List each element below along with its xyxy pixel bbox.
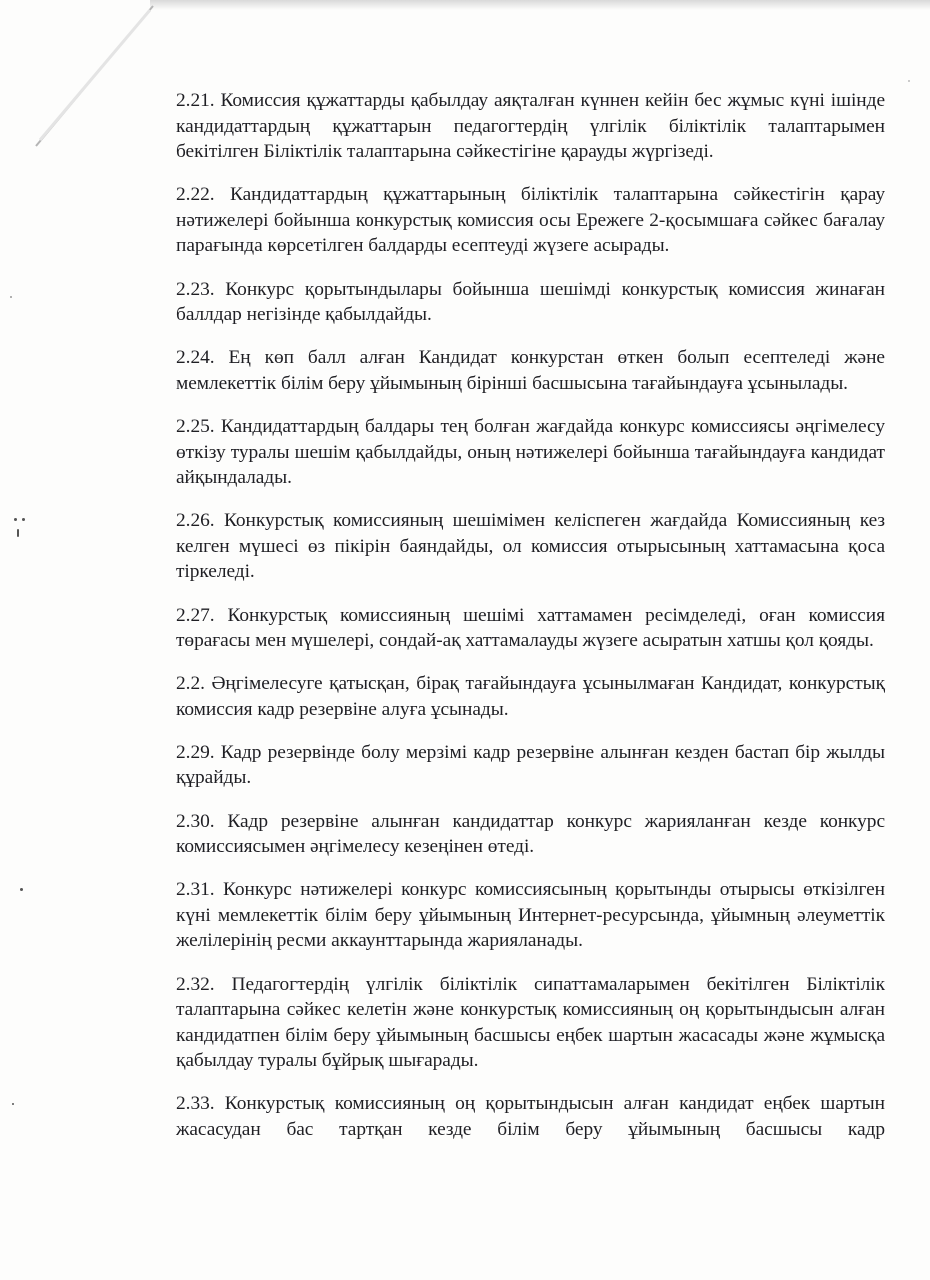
paragraph-2-27: 2.27. Конкурстық комиссияның шешімі хаттамамен ресімделеді, оған комиссия төрағасы мен мүшелері, сондай-ақ хаттамалауды жүзеге асыратын хатшы қол қояды.: [176, 604, 885, 652]
scan-speck: [17, 529, 19, 537]
scan-speck: [20, 888, 23, 891]
scan-speck: [12, 1103, 14, 1105]
paragraph-2-26: 2.26. Конкурстық комиссияның шешімімен келіспеген жағдайда Комиссияның кез келген мүшесі өз пікірін баяндайды, ол комиссия отырысының хаттамасына қоса тіркеледі.: [176, 510, 885, 583]
page-fold-mark: [0, 0, 200, 160]
paragraph-2-28: 2.2. Әңгімелесуге қатысқан, бірақ тағайындауға ұсынылмаған Кандидат, конкурстық комиссия кадр резервіне алуға ұсынады.: [176, 673, 885, 720]
paragraph-2-30: 2.30. Кадр резервіне алынған кандидаттар конкурс жарияланған кезде конкурс комиссиясымен әңгімелесу кезеңінен өтеді.: [176, 810, 885, 858]
paragraph-2-33: 2.33. Конкурстық комиссияның оң қорытындысын алған кандидат еңбек шартын жасасудан бас тартқан кезде білім беру ұйымының басшысы кадр: [176, 1093, 885, 1140]
paragraph-2-23: 2.23. Конкурс қорытындылары бойынша шешімді конкурстық комиссия жинаған баллдар негізінде қабылдайды.: [176, 278, 885, 326]
paragraph-2-29: 2.29. Кадр резервінде болу мерзімі кадр резервіне алынған кезден бастап бір жылды құрайды.: [176, 741, 885, 789]
scan-speck: [22, 518, 25, 521]
document-body: [176, 88, 885, 1160]
scan-edge: [150, 0, 930, 10]
paragraph-2-21: 2.21. Комиссия құжаттарды қабылдау аяқталған күннен кейін бес жұмыс күні ішінде кандидаттардың құжаттарын педагогтердің үлгілік біліктілік талаптарымен бекітілген Біліктілік талаптарына сәйкестігіне қарауды жүргізеді.: [176, 90, 885, 163]
paragraph-2-22: 2.22. Кандидаттардың құжаттарының біліктілік талаптарына сәйкестігін қарау нәтижелері бойынша конкурстық комиссия осы Ережеге 2-қосымшаға сәйкес бағалау парағында көрсетілген балдарды есептеуді жүзеге асырады.: [176, 184, 885, 257]
paragraph-2-25: 2.25. Кандидаттардың балдары тең болған жағдайда конкурс комиссиясы әңгімелесу өткізу туралы шешім қабылдайды, оның нәтижелері бойынша тағайындауға кандидат айқындалады.: [176, 415, 885, 489]
scan-speck: [10, 296, 12, 298]
scan-speck: [14, 518, 17, 521]
paragraph-2-24: 2.24. Ең көп балл алған Кандидат конкурстан өткен болып есептеледі және мемлекеттік білім беру ұйымының бірінші басшысына тағайындауға ұсынылады.: [176, 347, 885, 394]
paragraph-2-32: 2.32. Педагогтердің үлгілік біліктілік сипаттамаларымен бекітілген Біліктілік талаптарына сәйкес келетін және конкурстық комиссияның оң қорытындысын алған кандидатпен білім беру ұйымының басшысы еңбек шартын жасасады және жұмысқа қабылдау туралы бұйрық шығарады.: [176, 973, 885, 1072]
scan-speck: [908, 80, 910, 82]
paragraph-2-31: 2.31. Конкурс нәтижелері конкурс комиссиясының қорытынды отырысы өткізілген күні мемлекеттік білім беру ұйымының Интернет-ресурсында, ұйымның әлеуметтік желілерінің ресми аккаунттарында жарияланады.: [176, 879, 885, 952]
